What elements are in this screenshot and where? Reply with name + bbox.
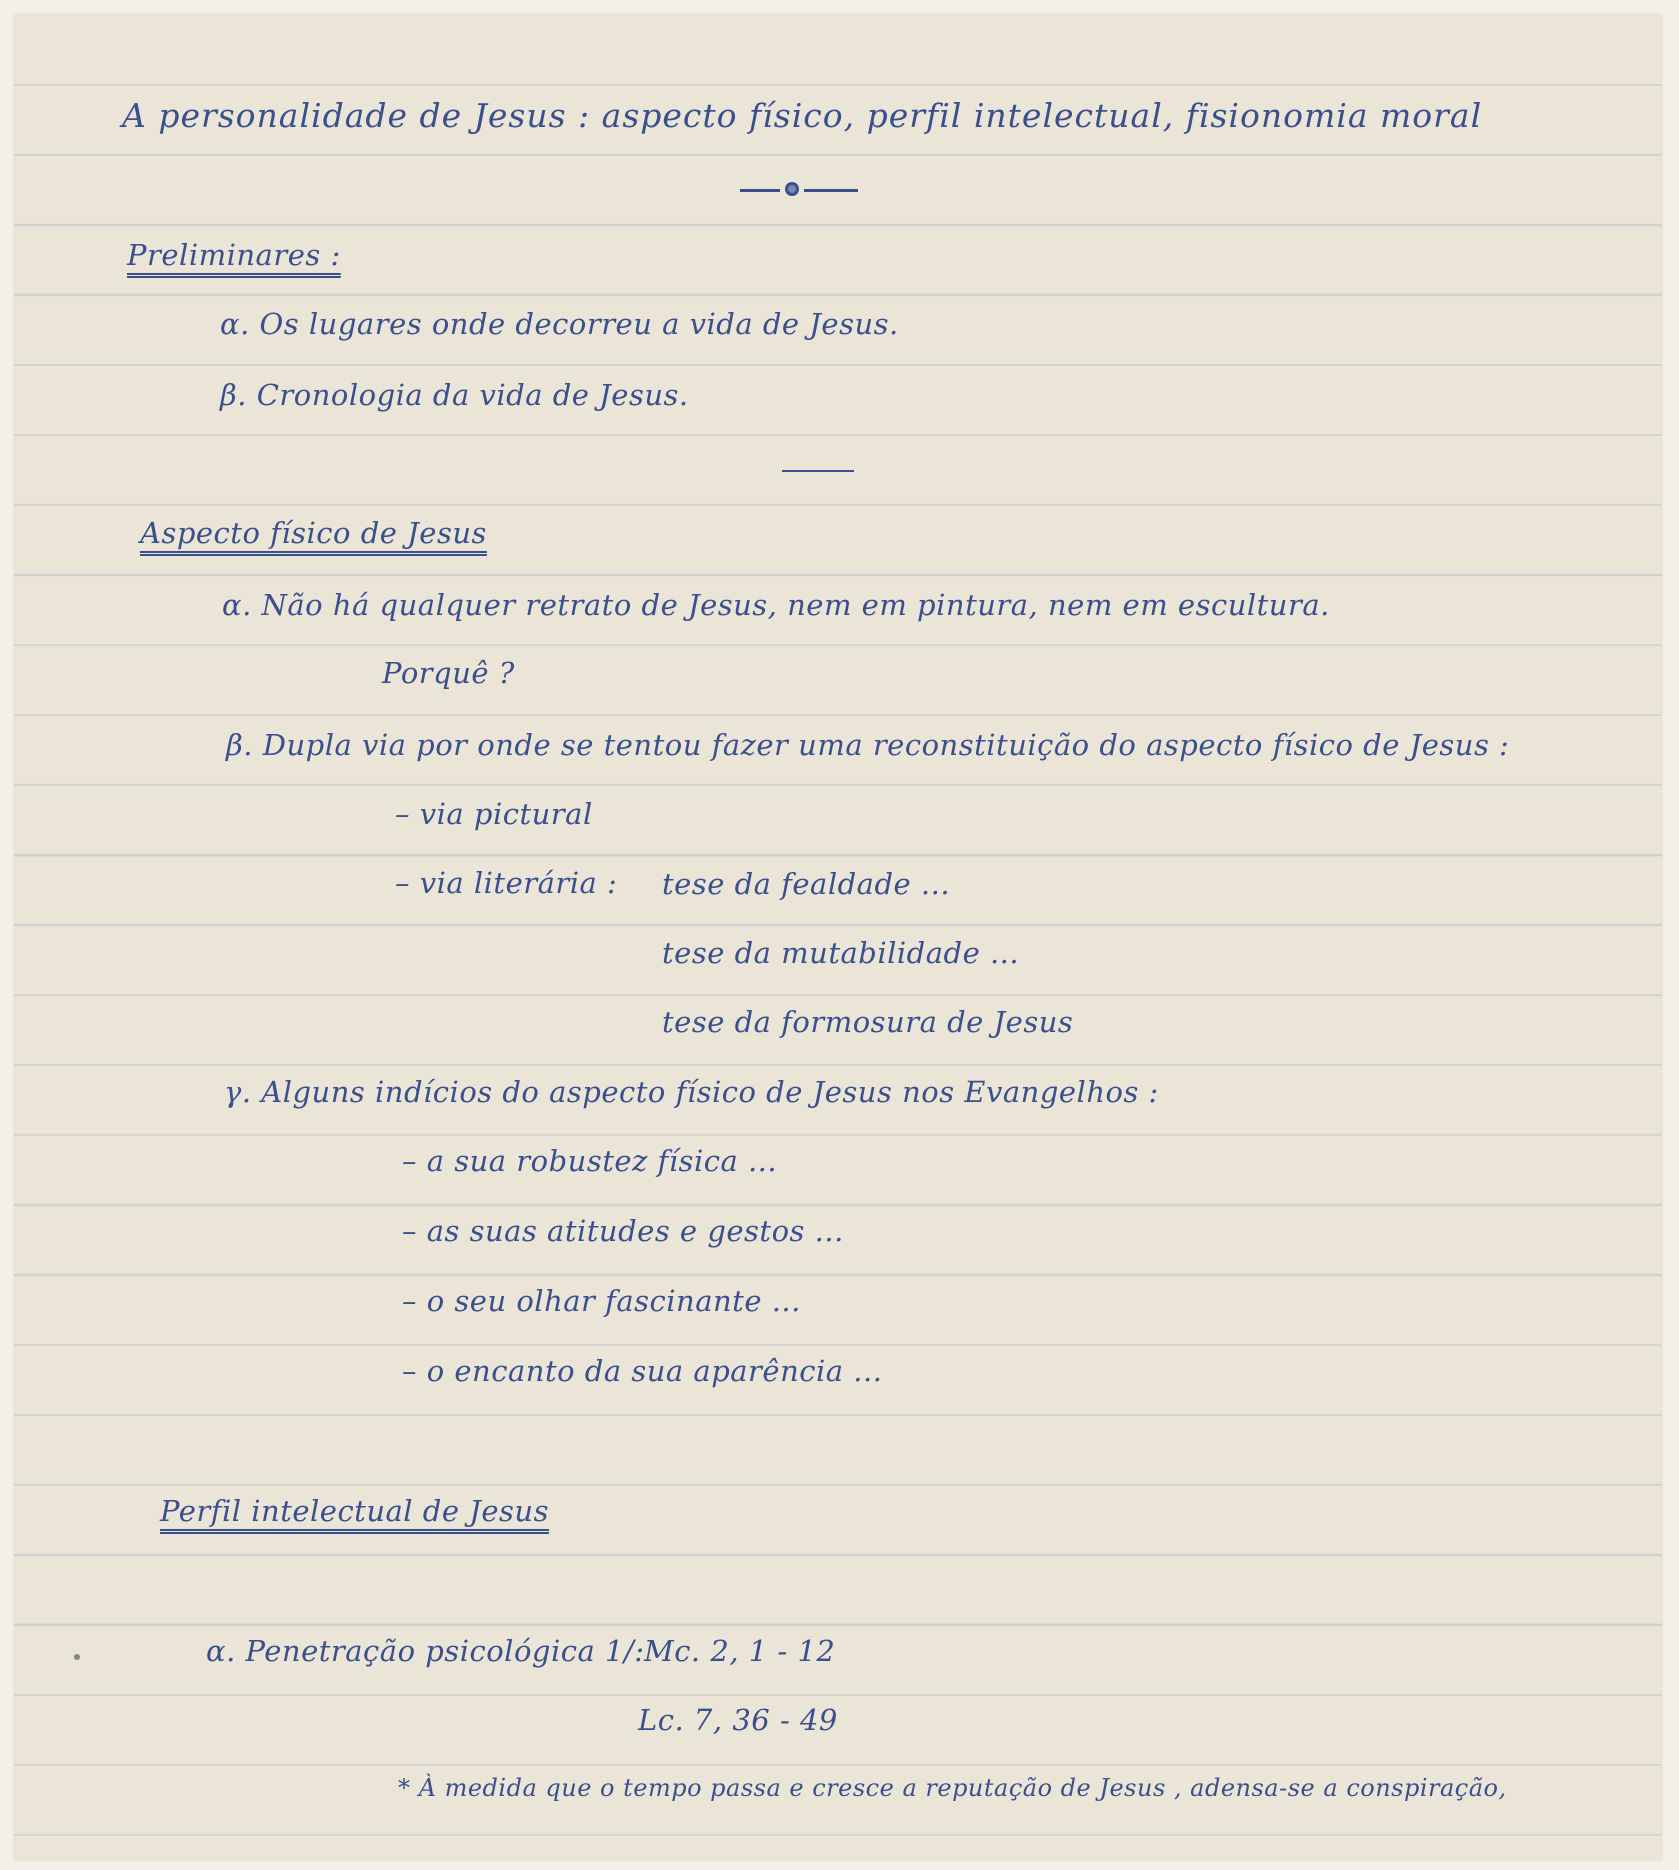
aspecto-alpha: α. Não há qualquer retrato de Jesus, nem em pintura, nem em escultura. [222,588,1330,622]
indicio-atitudes: – as suas atitudes e gestos ... [402,1214,844,1248]
section-divider [782,470,854,472]
tese-formosura: tese da formosura de Jesus [662,1005,1074,1039]
aspecto-gamma: γ. Alguns indícios do aspecto físico de Jesus nos Evangelhos : [224,1075,1159,1109]
aspecto-fisico-heading: Aspecto físico de Jesus [140,516,487,550]
indicio-olhar: – o seu olhar fascinante ... [402,1284,801,1318]
via-pictural: – via pictural [395,797,593,831]
indicio-robustez: – a sua robustez física ... [402,1144,778,1178]
preliminares-heading: Preliminares : [127,238,341,272]
reference-mc: Mc. 2, 1 - 12 [644,1634,836,1668]
tese-fealdade: tese da fealdade ... [662,867,951,901]
indicio-encanto: – o encanto da sua aparência ... [402,1354,883,1388]
perfil-alpha: α. Penetração psicológica 1/: [206,1634,645,1668]
preliminares-item-beta: β. Cronologia da vida de Jesus. [220,378,689,412]
footnote-line: * À medida que o tempo passa e cresce a reputação de Jesus , adensa-se a conspiração, [398,1774,1507,1802]
aspecto-beta: β. Dupla via por onde se tentou fazer uma reconstituição do aspecto físico de Jesus : [226,728,1510,762]
aspecto-alpha-question: Porquê ? [382,656,515,690]
page-title: A personalidade de Jesus : aspecto físico, perfil intelectual, fisionomia moral [122,96,1483,135]
title-ornament-left [740,189,780,192]
perfil-intelectual-heading: Perfil intelectual de Jesus [160,1494,549,1528]
title-ornament-right [804,189,858,192]
via-literaria: – via literária : [395,866,618,900]
reference-lc: Lc. 7, 36 - 49 [638,1703,838,1737]
preliminares-item-alpha: α. Os lugares onde decorreu a vida de Jesus. [220,307,899,341]
title-ornament-dot [785,182,799,196]
paper-speck [74,1654,80,1660]
tese-mutabilidade: tese da mutabilidade ... [662,936,1020,970]
